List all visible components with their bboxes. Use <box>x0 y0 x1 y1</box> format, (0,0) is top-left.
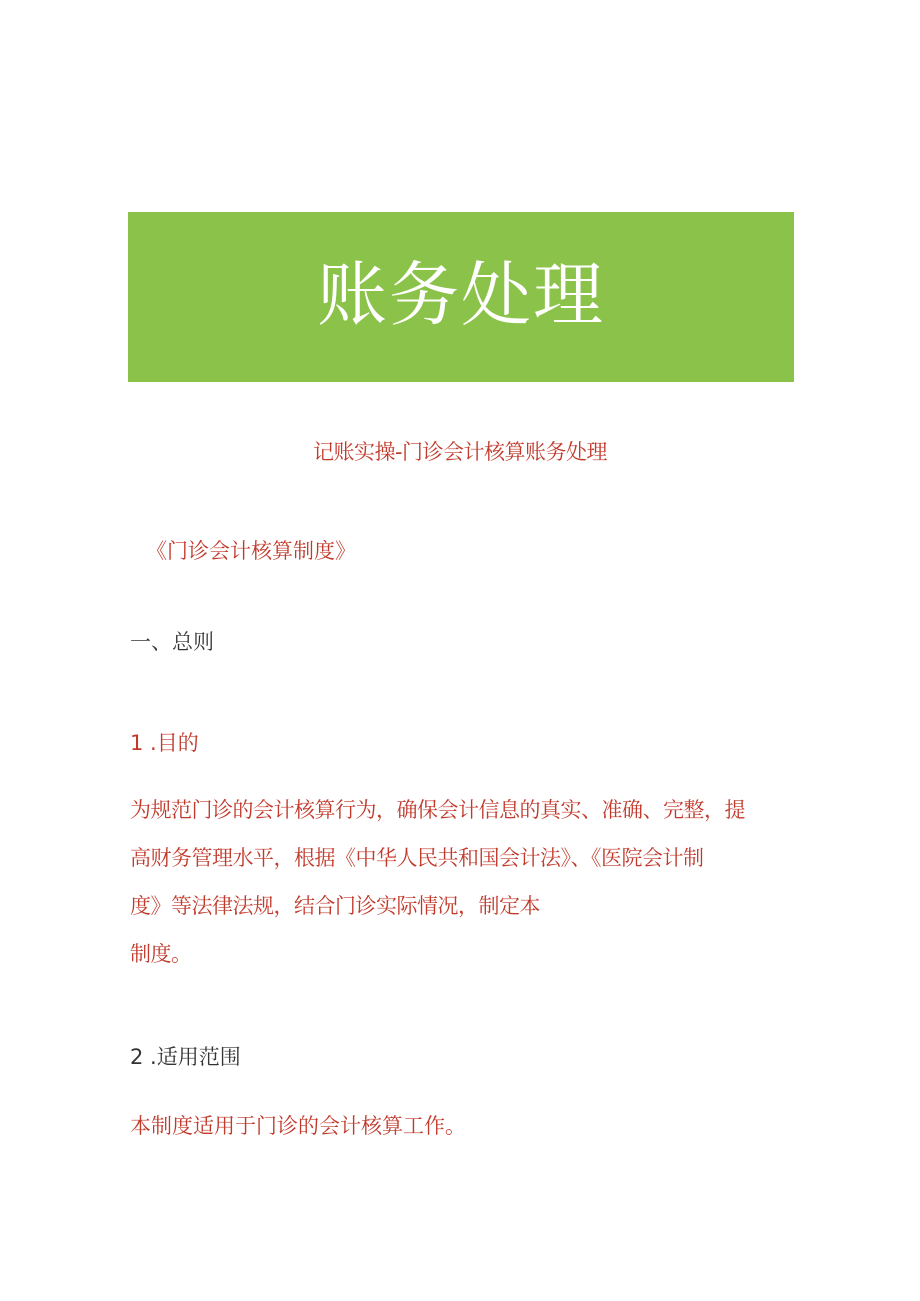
purpose-line: 度》等法律法规，结合门诊实际情况，制定本 <box>130 894 540 918</box>
section-heading-general: 一、总则 <box>130 630 214 654</box>
purpose-line: 高财务管理水平，根据《中华人民共和国会计法》、《医院会计制 <box>130 846 704 870</box>
banner-title: 账务处理 <box>317 254 605 336</box>
purpose-line: 制度。 <box>130 942 192 966</box>
scope-paragraph: 本制度适用于门诊的会计核算工作。 <box>130 1114 466 1138</box>
item-heading-scope: 2 .适用范围 <box>130 1045 241 1069</box>
item-heading-purpose: 1 .目的 <box>130 731 199 755</box>
title-banner <box>128 212 794 382</box>
document-title: 《门诊会计核算制度》 <box>146 539 356 563</box>
purpose-line: 为规范门诊的会计核算行为，确保会计信息的真实、准确、完整，提 <box>130 798 745 822</box>
purpose-paragraph <box>130 786 790 978</box>
document-subtitle: 记账实操-门诊会计核算账务处理 <box>312 440 608 464</box>
